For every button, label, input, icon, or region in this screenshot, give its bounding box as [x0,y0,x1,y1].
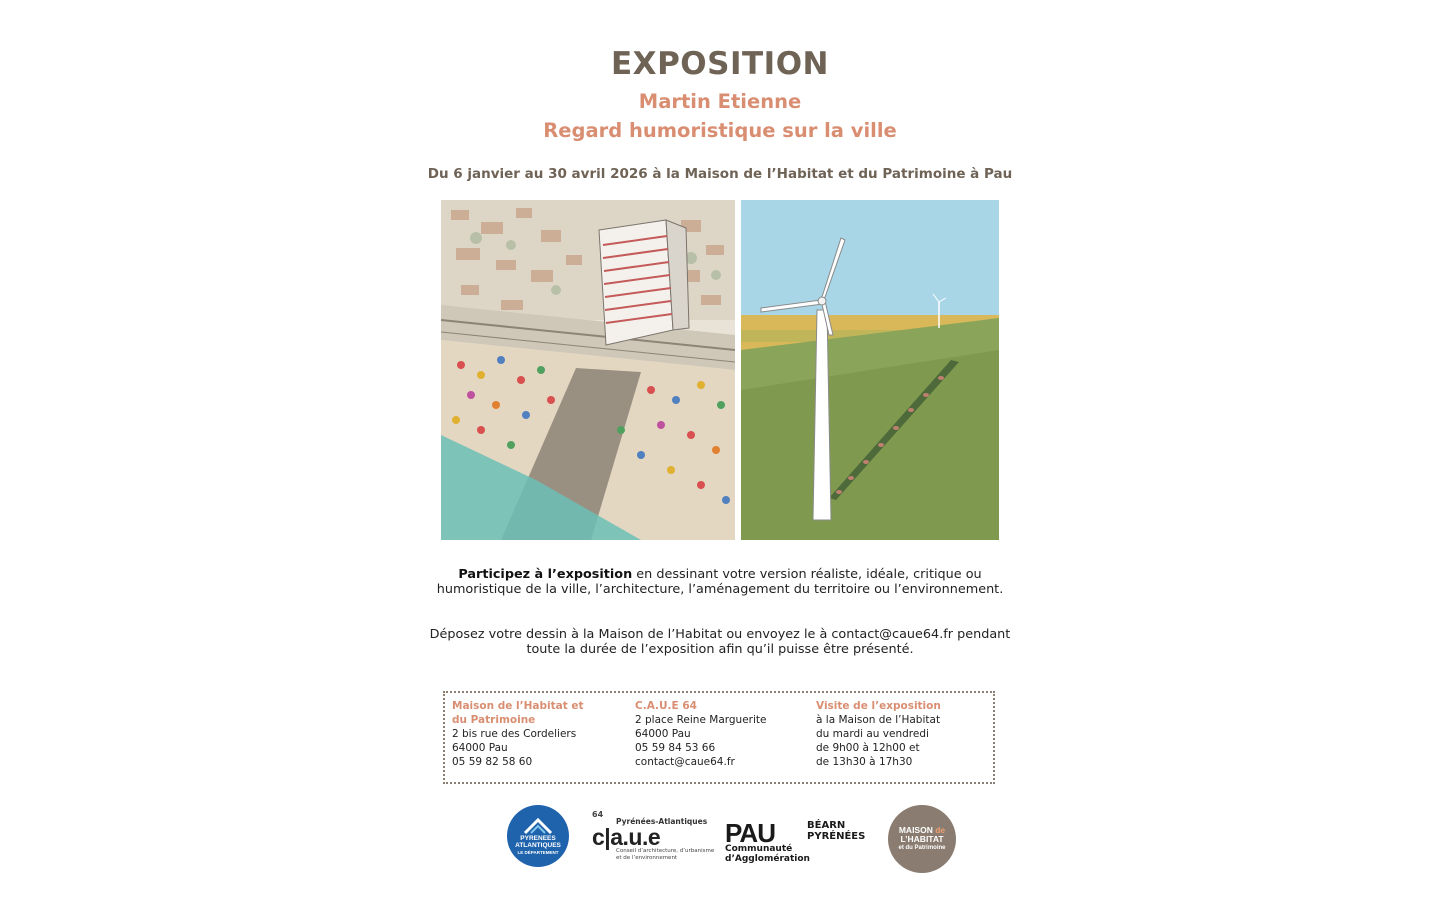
visite-line-4: de 13h30 à 17h30 [816,756,913,768]
participate-paragraph [420,567,1020,597]
maison-city: 64000 Pau [452,742,508,754]
participate-heading: Participez à l’exposition [458,567,633,582]
mh-maison: MAISON [898,825,933,835]
pyrenees-atlantiques-logo [507,805,569,867]
info-col-caue [635,699,805,769]
maison-address: 2 bis rue des Cordeliers [452,728,577,740]
maison-head-2: du Patrimoine [452,714,536,726]
page-title: EXPOSITION [611,46,829,82]
caue-email[interactable]: contact@caue64.fr [635,756,735,768]
dept-line-3: LE DÉPARTEMENT [517,850,559,855]
info-box [443,691,995,784]
caue-region: Pyrénées-Atlantiques [616,817,708,826]
mh-text [888,826,956,853]
visite-line-2: du mardi au vendredi [816,728,929,740]
mh-patrimoine: et du Patrimoine [898,845,946,851]
pau-name: PAU [725,818,775,848]
pau-pyrenees: PYRÉNÉES [807,831,866,842]
caue-logo [592,810,722,870]
caue-name: c|a.u.e [592,824,661,850]
pau-bearn-pyrenees [807,820,865,842]
maison-phone: 05 59 82 58 60 [452,756,533,768]
dept-text [507,835,569,856]
visite-line-1: à la Maison de l’Habitat [816,714,941,726]
exhibition-subtitle: Regard humoristique sur la ville [543,119,897,142]
participate-text: en dessinant votre version réaliste, idéale, critique ou humoristique de la ville, l’architecture, l’aménagement du territoire ou l’environnement. [436,567,1004,597]
visite-line-3: de 9h00 à 12h00 et [816,742,920,754]
info-col-visite [816,699,986,769]
pau-bearn: BÉARN [807,820,846,831]
caue-description: Conseil d’architecture, d’urbanisme et de l’environnement [616,848,715,861]
caue-city: 64000 Pau [635,728,691,740]
beach-city-illustration [441,200,735,540]
maison-head-1: Maison de l’Habitat et [452,700,584,712]
caue-number: 64 [592,810,604,819]
pau-communaute: Communauté d’Agglomération [725,844,810,864]
artist-name: Martin Etienne [638,90,802,113]
caue-head: C.A.U.E 64 [635,700,697,712]
caue-phone: 05 59 84 53 66 [635,742,716,754]
exhibition-dates: Du 6 janvier au 30 avril 2026 à la Maison de l’Habitat et du Patrimoine à Pau [427,166,1013,182]
dept-line-1: PYRENEES [520,835,556,842]
caue-address: 2 place Reine Marguerite [635,714,767,726]
visite-head: Visite de l’exposition [816,700,941,712]
mh-de: de [935,825,946,835]
mh-habitat: L’HABITAT [900,834,944,844]
maison-habitat-logo [888,805,956,873]
dept-line-2: ATLANTIQUES [515,842,561,849]
info-col-maison [452,699,622,769]
pau-agglo-logo [725,818,875,864]
submit-paragraph: Déposez votre dessin à la Maison de l’Habitat ou envoyez le à contact@caue64.fr pendant toute la durée de l’exposition afin qu’il puisse être présenté. [429,627,1011,657]
wind-turbine-illustration [741,200,999,540]
